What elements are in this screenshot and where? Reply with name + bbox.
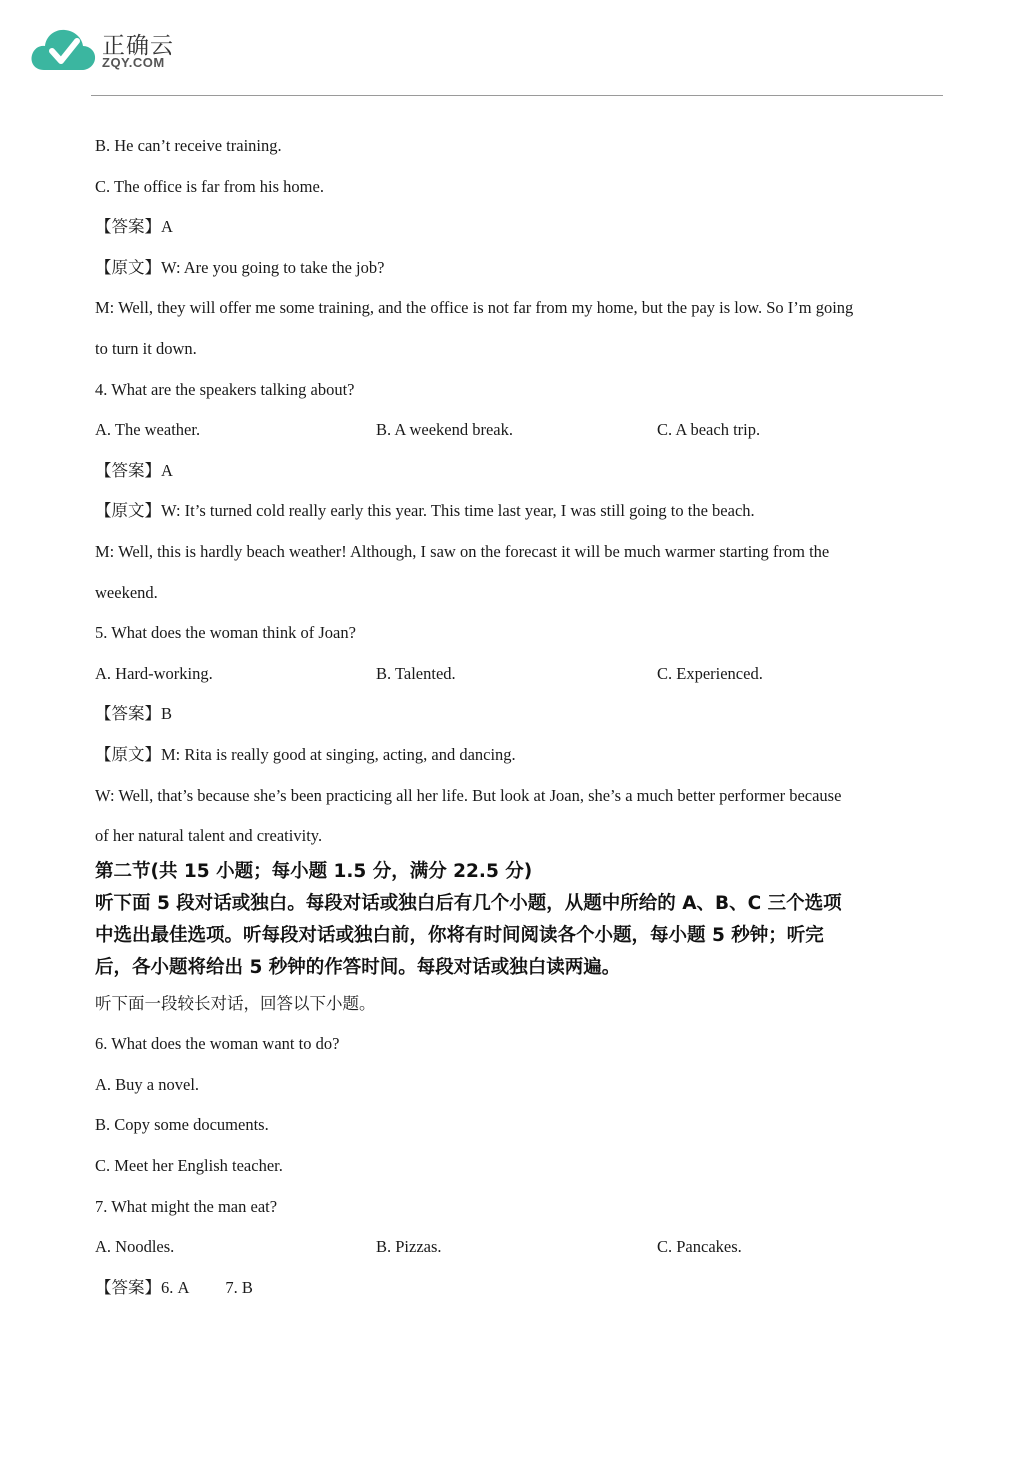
option-a: A. Hard-working. [95,663,213,683]
question-7: 7. What might the man eat? [95,1196,278,1216]
logo-name: 正确云 [102,33,174,59]
option-b: B. Talented. [376,663,456,683]
dialogue-intro: 听下面一段较长对话，回答以下小题。 [95,993,376,1013]
transcript-line: 【原文】W: It’s turned cold really early this year. This time last year, I was still going to the beach. [95,501,755,521]
option-a: A. Noodles. [95,1237,175,1257]
header-divider [91,95,943,96]
answer-6: 【答案】6. A [95,1277,190,1297]
answer-line: 【答案】A [95,460,173,480]
transcript-line: 【原文】W: Are you going to take the job? [95,257,385,277]
logo-domain: ZQY.COM [102,55,165,70]
transcript-line: to turn it down. [95,338,197,358]
question-6: 6. What does the woman want to do? [95,1034,340,1054]
option-line: C. The office is far from his home. [95,176,324,196]
option-c: C. Pancakes. [657,1237,742,1257]
answer-line: 【答案】B [95,704,173,724]
option-b: B. Pizzas. [376,1237,442,1257]
answer-line [95,1268,945,1309]
transcript-line: W: Well, that’s because she’s been practicing all her life. But look at Joan, she’s a much better performer because [95,785,842,805]
option-c: C. Meet her English teacher. [95,1156,283,1176]
cloud-check-icon [30,24,96,72]
question-4-options [95,410,945,451]
section-instructions: 中选出最佳选项。听每段对话或独白前，你将有时间阅读各个小题，每小题 5 秒钟；听完 [95,924,824,946]
option-a: A. The weather. [95,420,201,440]
question-5-options [95,654,945,695]
option-c: C. Experienced. [657,663,763,683]
document-body [95,126,945,1308]
logo [30,24,190,76]
option-b: B. Copy some documents. [95,1115,269,1135]
answer-7: 7. B [225,1277,253,1297]
transcript-line: M: Well, they will offer me some training, and the office is not far from my home, but the pay is low. So I’m going [95,298,854,318]
transcript-line: M: Well, this is hardly beach weather! Although, I saw on the forecast it will be much warmer starting from the [95,541,830,561]
option-c: C. A beach trip. [657,420,761,440]
question-7-options [95,1227,945,1268]
section-instructions: 后，各小题将给出 5 秒钟的作答时间。每段对话或独白读两遍。 [95,956,621,978]
section-title: 第二节(共 15 小题；每小题 1.5 分，满分 22.5 分) [95,860,533,882]
section-instructions: 听下面 5 段对话或独白。每段对话或独白后有几个小题，从题中所给的 A、B、C 三个选项 [95,892,842,914]
question-5: 5. What does the woman think of Joan? [95,623,356,643]
transcript-line: weekend. [95,582,158,602]
option-b: B. A weekend break. [376,420,514,440]
transcript-line: 【原文】M: Rita is really good at singing, acting, and dancing. [95,744,516,764]
answer-line: 【答案】A [95,217,173,237]
question-4: 4. What are the speakers talking about? [95,379,355,399]
transcript-line: of her natural talent and creativity. [95,826,323,846]
option-line: B. He can’t receive training. [95,136,282,155]
option-a: A. Buy a novel. [95,1074,200,1094]
